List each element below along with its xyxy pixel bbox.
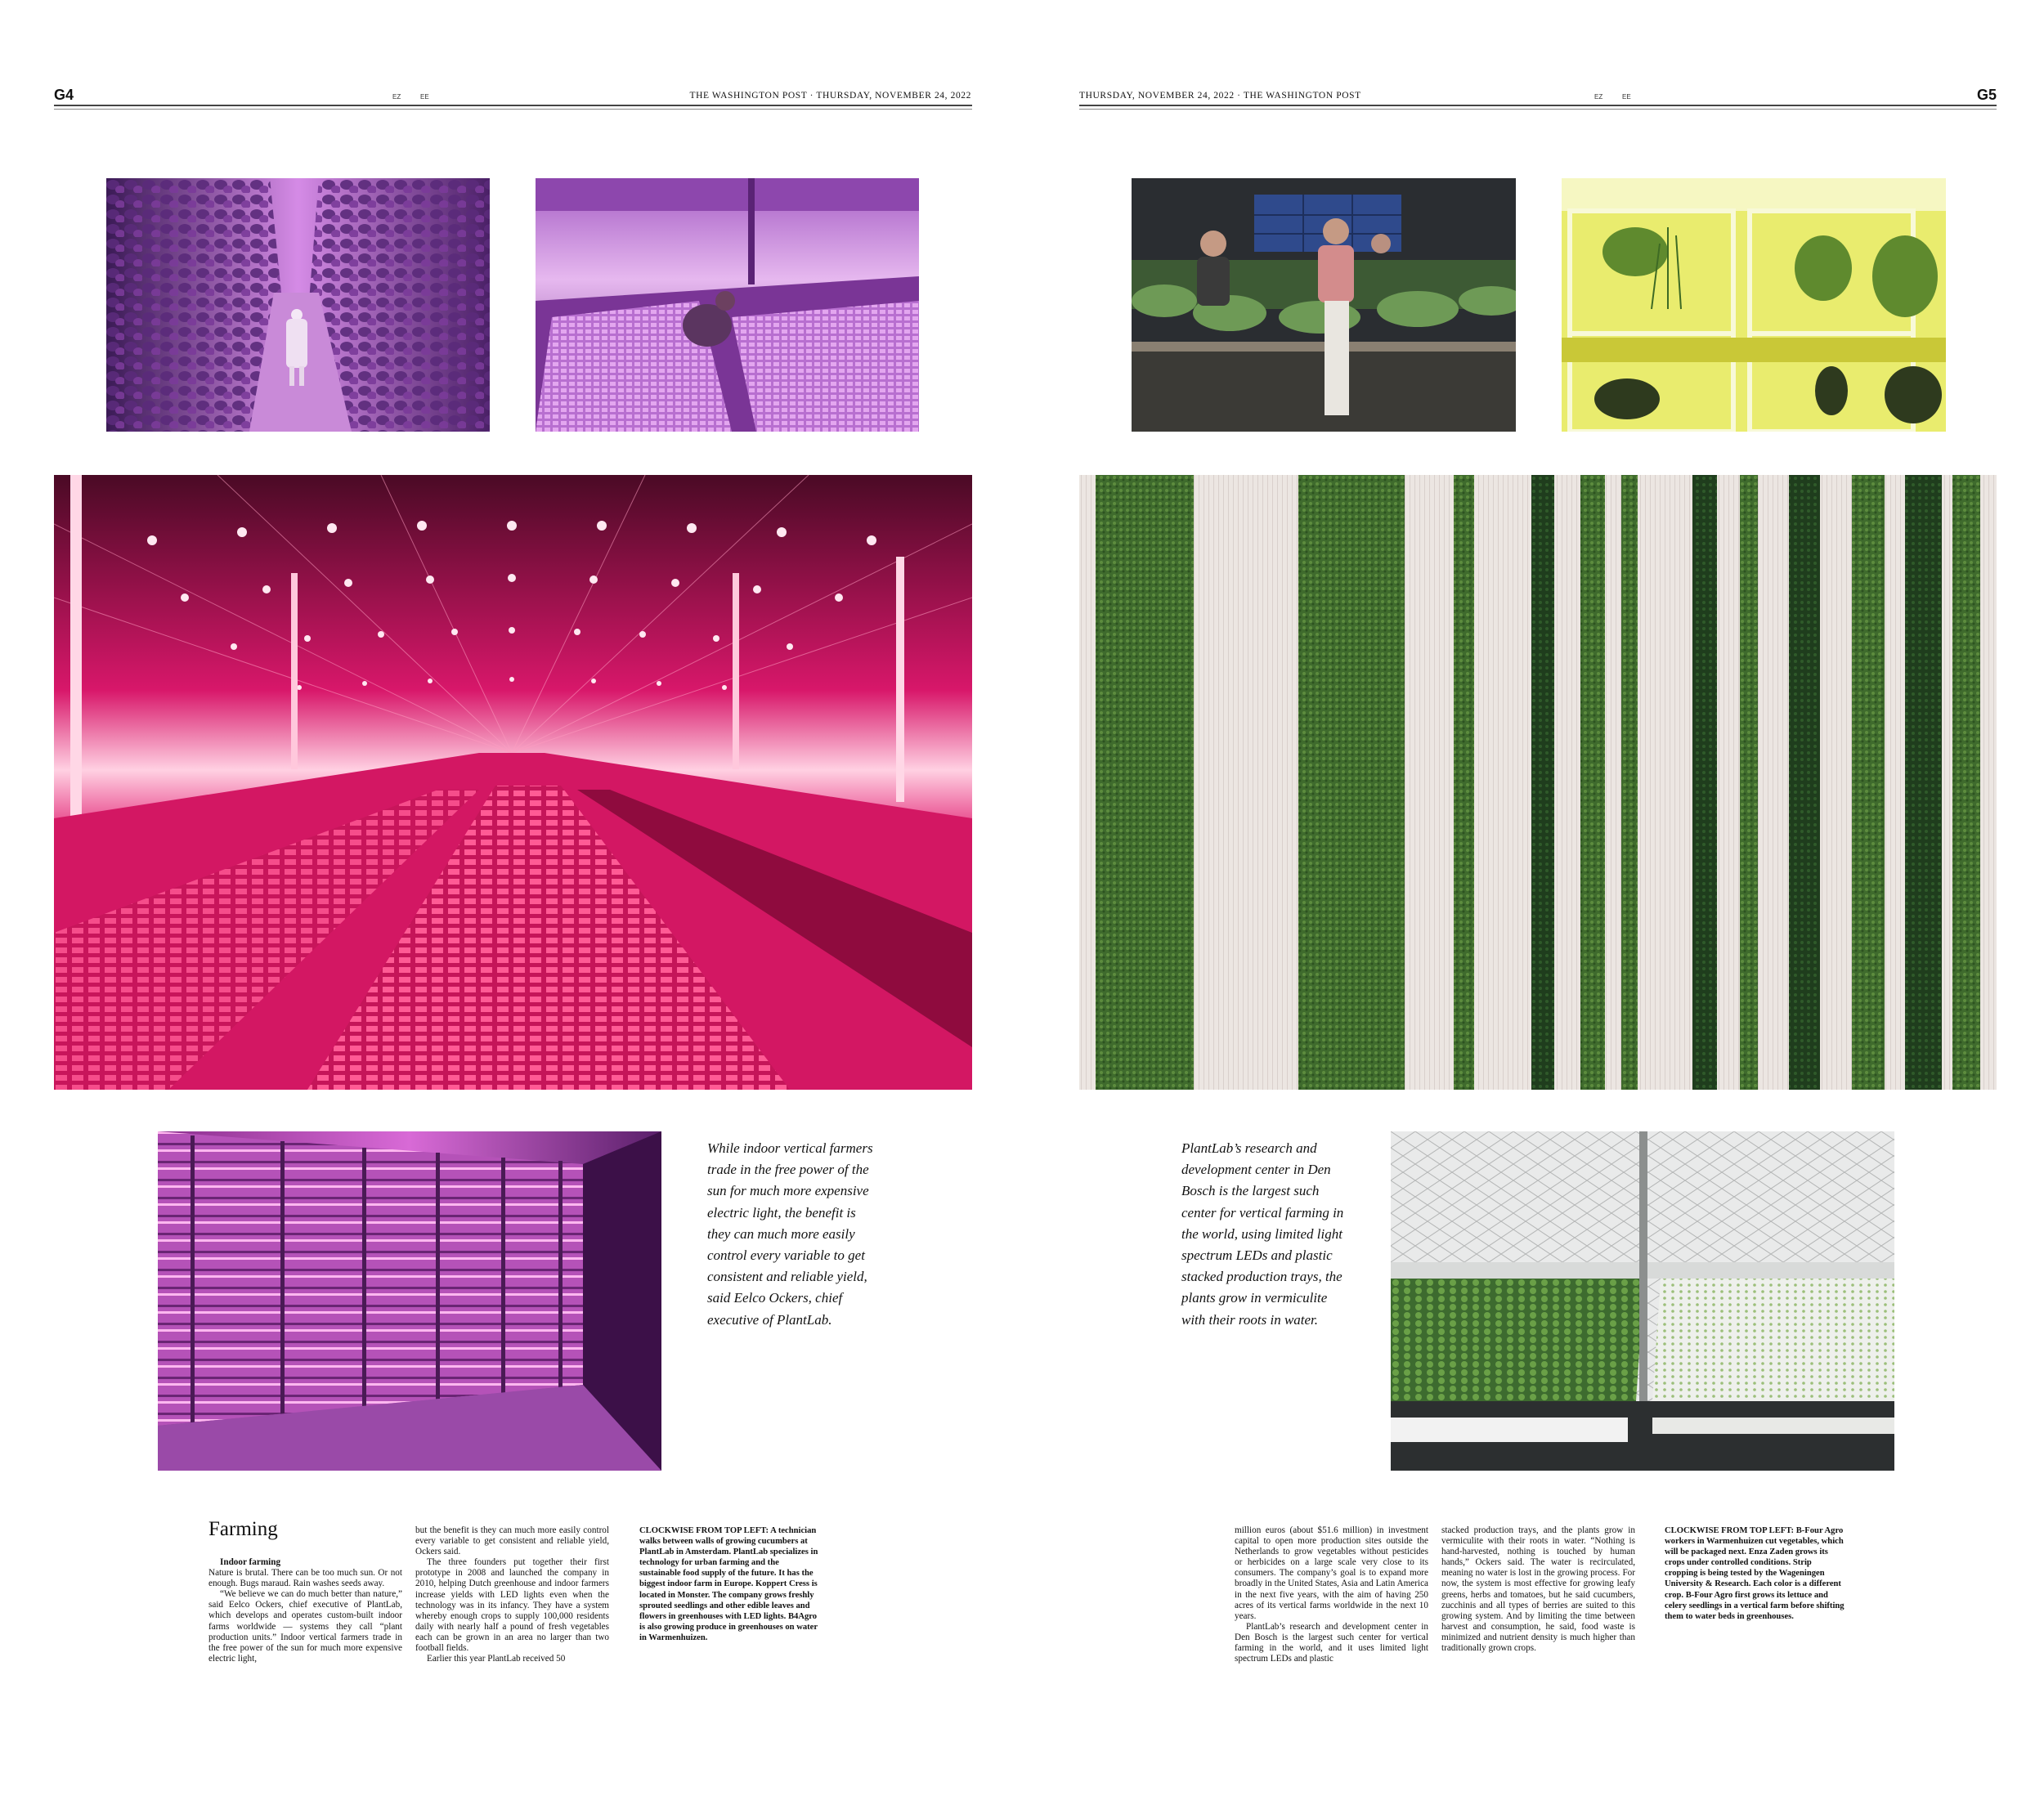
- article-paragraph: but the benefit is they can much more easily control every variable to get consistent and reliable yield, Ockers said.: [415, 1525, 609, 1557]
- right-folio: THURSDAY, NOVEMBER 24, 2022 · THE WASHINGTON POST: [1079, 91, 1361, 101]
- header-rule: [54, 109, 972, 110]
- article-paragraph: million euros (about $51.6 million) in investment capital to open more production sites outside the Netherlands to grow vegetables without pesticides or herbicides on a large scale very close to its consumers. The company’s goal is to expand more broadly in the United States, Asia and Latin America in the next five years, with the aim of having 250 acres of its vertical farms worldwide in the next 10 years.: [1235, 1525, 1428, 1621]
- photo-packaging-workers: [1132, 178, 1516, 432]
- header-rule: [1079, 109, 1997, 110]
- right-page-number: G5: [1976, 87, 1997, 103]
- left-page-number: G4: [54, 87, 74, 103]
- article-paragraph: stacked production trays, and the plants grow in vermiculite with their roots in water. “Nothing is hand-harvested, nothing is touched by human hands,” Ockers said. The water is recirculated, meaning no water is lost in the growing process. For now, the system is most effective for growing leafy greens, herbs and tomatoes, but he said cucumbers, zucchinis and all types of berries are suited to this growing system. And by limiting the time between harvest and consumption, he said, food waste is minimized and nutrient density is much higher than traditionally grown crops.: [1441, 1525, 1635, 1654]
- article-paragraph: “We believe we can do much better than nature,” said Eelco Ockers, chief executive of PlantLab, which develops and operates custom-built indoor farms worldwide — systems they call “plant production units.” Indoor vertical farmers trade in the free power of the sun for much more expensive electric light,: [208, 1589, 402, 1664]
- article-column-2: [415, 1525, 609, 1664]
- photo-test-chambers: [1562, 178, 1946, 432]
- photo-cress-seedlings: [536, 178, 919, 432]
- header-rule: [54, 105, 972, 106]
- edition-mark: EE: [1622, 93, 1631, 101]
- article-subhead: Indoor farming: [220, 1557, 281, 1567]
- article-paragraph: Nature is brutal. There can be too much sun. Or not enough. Bugs maraud. Rain washes seeds away.: [208, 1568, 402, 1589]
- pull-quote-left: While indoor vertical farmers trade in the free power of the sun for much more expensive electric light, the benefit is they can much more easily control every variable to get consistent and reliable yield, said Eelco Ockers, chief executive of PlantLab.: [707, 1140, 873, 1328]
- photo-lettuce-greenhouse: [1391, 1131, 1894, 1471]
- photo-vertical-farm-racks: [158, 1131, 661, 1471]
- header-rule: [1079, 105, 1997, 106]
- article-headline: Farming: [208, 1518, 278, 1540]
- article-column-1: [208, 1557, 402, 1664]
- article-paragraph: PlantLab’s research and development center in Den Bosch is the largest such center for vertical farming in the world, and it uses limited light spectrum LEDs and plastic: [1235, 1621, 1428, 1664]
- photo-aerial-strips: [1079, 475, 1997, 1090]
- article-column-3: [1235, 1525, 1428, 1664]
- article-paragraph: The three founders put together their first prototype in 2008 and launched the company in 2010, helping Dutch greenhouse and indoor farmers increase yields with LED lights even when the technology was in its infancy. They have a system whereby enough crops to supply 100,000 residents daily with nearly half a pound of fresh vegetables each can be grown in an area no larger than two football fields.: [415, 1557, 609, 1654]
- photo-caption-left: CLOCKWISE FROM TOP LEFT: A technician walks between walls of growing cucumbers at PlantLab in Amsterdam. PlantLab specializes in technology for urban farming and the sustainable food supply of the future. It has the biggest indoor farm in Europe. Koppert Cress is located in Monster. The company grows freshly sprouted seedlings and other edible leaves and flowers in greenhouses with LED lights. B4Agro is also growing produce in greenhouses on water in Warmenhuizen.: [639, 1526, 818, 1642]
- edition-mark: EE: [420, 93, 429, 101]
- edition-mark: EZ: [392, 93, 401, 101]
- pull-quote-right: PlantLab’s research and development center in Den Bosch is the largest such center for vertical farming in the world, using limited light spectrum LEDs and plastic stacked production trays, the plants grow in vermiculite with their roots in water.: [1181, 1140, 1344, 1328]
- edition-mark: EZ: [1594, 93, 1603, 101]
- article-column-4: [1441, 1525, 1635, 1654]
- left-folio: THE WASHINGTON POST · THURSDAY, NOVEMBER 24, 2022: [689, 91, 971, 101]
- photo-caption-right: CLOCKWISE FROM TOP LEFT: B-Four Agro workers in Warmenhuizen cut vegetables, which will be packaged next. Enza Zaden grows its crops under controlled conditions. Strip cropping is being tested by the Wageningen University & Research. Each color is a different crop. B-Four Agro first grows its lettuce and celery seedlings in a vertical farm before shifting them to water beds in greenhouses.: [1665, 1526, 1845, 1621]
- photo-cucumber-walls: [106, 178, 490, 432]
- photo-led-greenhouse: [54, 475, 972, 1090]
- article-paragraph: Earlier this year PlantLab received 50: [427, 1654, 566, 1664]
